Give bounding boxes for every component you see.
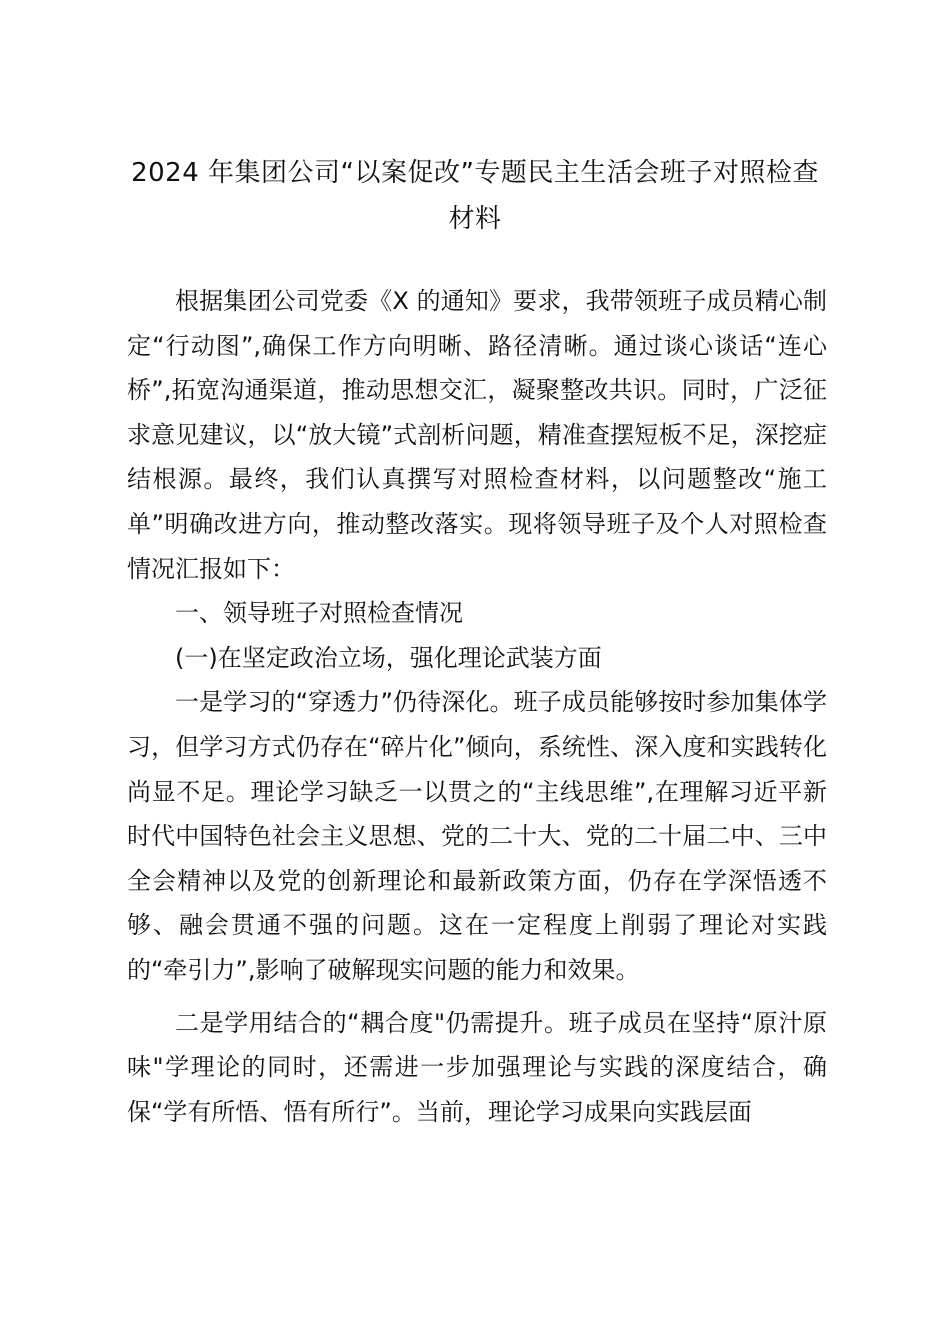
subsection-heading: (一)在坚定政治立场，强化理论武装方面 bbox=[175, 643, 602, 672]
section-heading: 一、领导班子对照检查情况 bbox=[175, 599, 463, 628]
intro-paragraph: 根据集团公司党委《X 的通知》要求，我带领班子成员精心制定“行动图”,确保工作方向明晰、路径清晰。通过谈心谈话“连心桥”,拓宽沟通渠道，推动思想交汇，凝聚整改共识。同时，广泛征求意见建议，以“放大镜”式剖析问题，精准查摆短板不足，深挖症结根源。最终，我们认真撰写对照检查材料，以问题整改“施工单”明确改进方向，推动整改落实。现将领导班子及个人对照检查情况汇报如下： bbox=[127, 287, 827, 583]
body-paragraph: 一是学习的“穿透力”仍待深化。班子成员能够按时参加集体学习，但学习方式仍存在“碎片化”倾向，系统性、深入度和实践转化尚显不足。理论学习缺乏一以贯之的“主线思维”,在理解习近平新时代中国特色社会主义思想、党的二十大、党的二十届二中、三中全会精神以及党的创新理论和最新政策方面，仍存在学深悟透不够、融会贯通不强的问题。这在一定程度上削弱了理论对实践的“牵引力”,影响了破解现实问题的能力和效果。 bbox=[127, 688, 827, 984]
document-title: 2024 年集团公司“以案促改”专题民主生活会班子对照检查材料 bbox=[131, 158, 819, 234]
document-body bbox=[127, 279, 827, 1134]
body-paragraph: 二是学用结合的“耦合度"仍需提升。班子成员在坚持“原汁原味"学理论的同时，还需进一步加强理论与实践的深度结合，确保“学有所悟、悟有所行”。当前，理论学习成果向实践层面 bbox=[127, 1008, 827, 1126]
